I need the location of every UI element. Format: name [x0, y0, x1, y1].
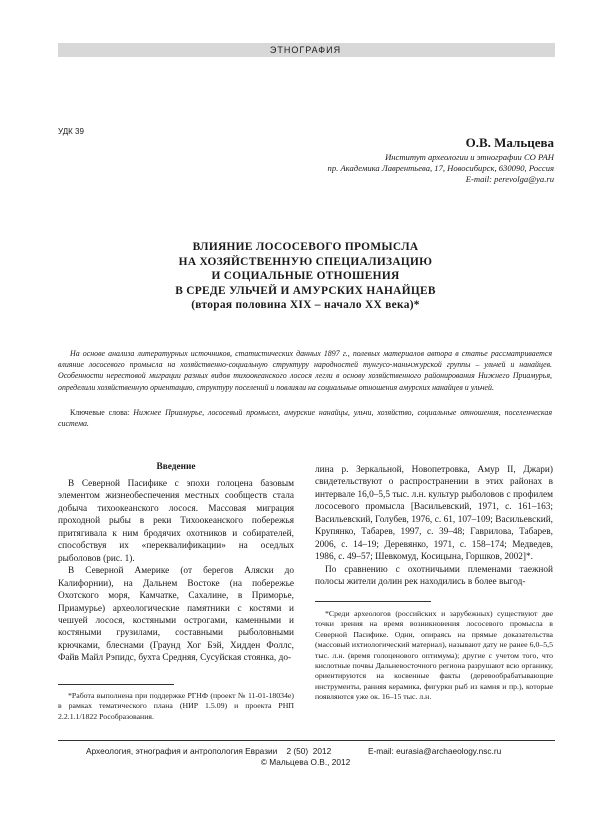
- keywords: [58, 407, 552, 429]
- paragraph: лина р. Зеркальной, Новопетровка, Амур II, Джари) свидетельствуют о распространении в этих районах в интервале 16,0–5,5 тыс. л.н. культур рыболовов с профилем лососевого промысла [Васильевский, 1971, с. 161–163; Васильевский, Голубев, 1976, с. 61, 107–109; Васильевский, Крупянко, Табарев, 1997, с. 39–48; Гаврилова, Табарев, 2006, с. 14–19; Деревянко, 1971, с. 158–174; Медведев, 1986, с. 49–57; Шевкомуд, Косицына, Горшков, 2002]*.: [315, 465, 553, 563]
- footnote-right: [315, 609, 553, 703]
- keywords-text: Нижнее Приамурье, лососевый промысел, амурские нанайцы, ульчи, хозяйство, социальные отношения, поселенческая система.: [58, 408, 553, 429]
- author-name: О.В. Мальцева: [465, 135, 554, 150]
- body-column-right: [315, 464, 553, 589]
- paragraph: По сравнению с охотничьими племенами таежной полосы жители долин рек находились в более выгод-: [315, 564, 553, 588]
- footnote-divider: [315, 601, 431, 602]
- footer-email[interactable]: E-mail: eurasia@archaeology.nsc.ru: [368, 746, 502, 756]
- author-address: пр. Академика Лаврентьева, 17, Новосибирск, 630090, Россия: [327, 163, 554, 173]
- paragraph: В Северной Пасифике с эпохи голоцена базовым элементом жизнеобеспечения местных сообществ стала добыча тихоокеанского лосося. Массовая миграция проходной рыбы в реки Тихоокеанского побережья притягивала к ним бродячих охотников и собирателей, способствуя их «переквалификации» на оседлых рыболовов (рис. 1).: [58, 479, 294, 564]
- title-line: ВЛИЯНИЕ ЛОСОСЕВОГО ПРОМЫСЛА: [192, 241, 419, 253]
- title-line: В СРЕДЕ УЛЬЧЕЙ И АМУРСКИХ НАНАЙЦЕВ: [175, 284, 436, 297]
- footnote-text: *Работа выполнена при поддержке РГНФ (проект № 11-01-18034е) в рамках тематического плана (НИР 1.5.09) и проекта РНП 2.2.1.1/1822 Рособразования.: [58, 691, 294, 721]
- author-email[interactable]: E-mail: perevolga@ya.ru: [465, 174, 554, 184]
- udk-code: УДК 39: [58, 127, 84, 136]
- paragraph: В Северной Америке (от берегов Аляски до Калифорнии), на Дальнем Востоке (на побережье Охотского моря, Камчатке, Сахалине, в Приморье, Приамурье) археологические памятники с костями и чешуей лосося, костяными острогами, каменными и костяными грузилами, составными рыболовными крючками, блеснами (Граунд Хог Бэй, Хидден Фоллс, Файв Майл Рэпидс, бухта Средняя, Сусуйская стоянка, до-: [58, 566, 294, 664]
- footer-journal: Археология, этнография и антропология Евразии 2 (50) 2012: [86, 746, 332, 756]
- title-line: (вторая половина XIX – начало XX века)*: [191, 299, 420, 311]
- keywords-label: Ключевые слова:: [70, 408, 130, 417]
- title-line: НА ХОЗЯЙСТВЕННУЮ СПЕЦИАЛИЗАЦИЮ: [178, 255, 433, 268]
- title-line: И СОЦИАЛЬНЫЕ ОТНОШЕНИЯ: [211, 270, 400, 282]
- body-column-left: [58, 478, 294, 665]
- section-heading-intro: Введение: [156, 462, 196, 472]
- footer-copyright: © Мальцева О.В., 2012: [260, 757, 351, 767]
- abstract: На основе анализа литературных источников, статистических данных 1897 г., полевых материалов автора в статье рассматривается влияние лососевого промысла на хозяйственно-социальную структуру народностей тунгусо-маньчжурской группы – ульчей и нанайцев. Особенности нерестовой миграции разных видов тихоокеанского лосося легли в основу хозяйственного районирования Нижнего Приамурья, определили хозяйственную ориентацию, структуру поселений и повлияли на социальные отношения амурских нанайцев и ульчей.: [58, 349, 552, 392]
- footnote-left: [58, 691, 294, 722]
- footnote-text: *Среди археологов (российских и зарубежных) существуют две точки зрения на время возникновения лососевого промысла в Северной Пасифике. Одни, опираясь на прямые доказательства (массовый ихтиологический материал), называют дату не ранее 6,0–5,5 тыс. л.н. (время голоценового оптимума); другие с учетом того, что кислотные почвы Дальневосточного региона разрушают всю органику, ориентируются на косвенные факты (деревообрабатывающие инструменты, ранняя керамика, фигурки рыб из камня и пр.), которые появляются уже ок. 16–15 тыс. л.н.: [315, 609, 553, 702]
- article-title: [0, 240, 611, 313]
- footnote-divider: [58, 684, 174, 685]
- running-header: ЭТНОГРАФИЯ: [269, 45, 342, 55]
- footer-divider: [58, 740, 555, 741]
- author-affiliation: Институт археологии и этнографии СО РАН: [385, 152, 554, 162]
